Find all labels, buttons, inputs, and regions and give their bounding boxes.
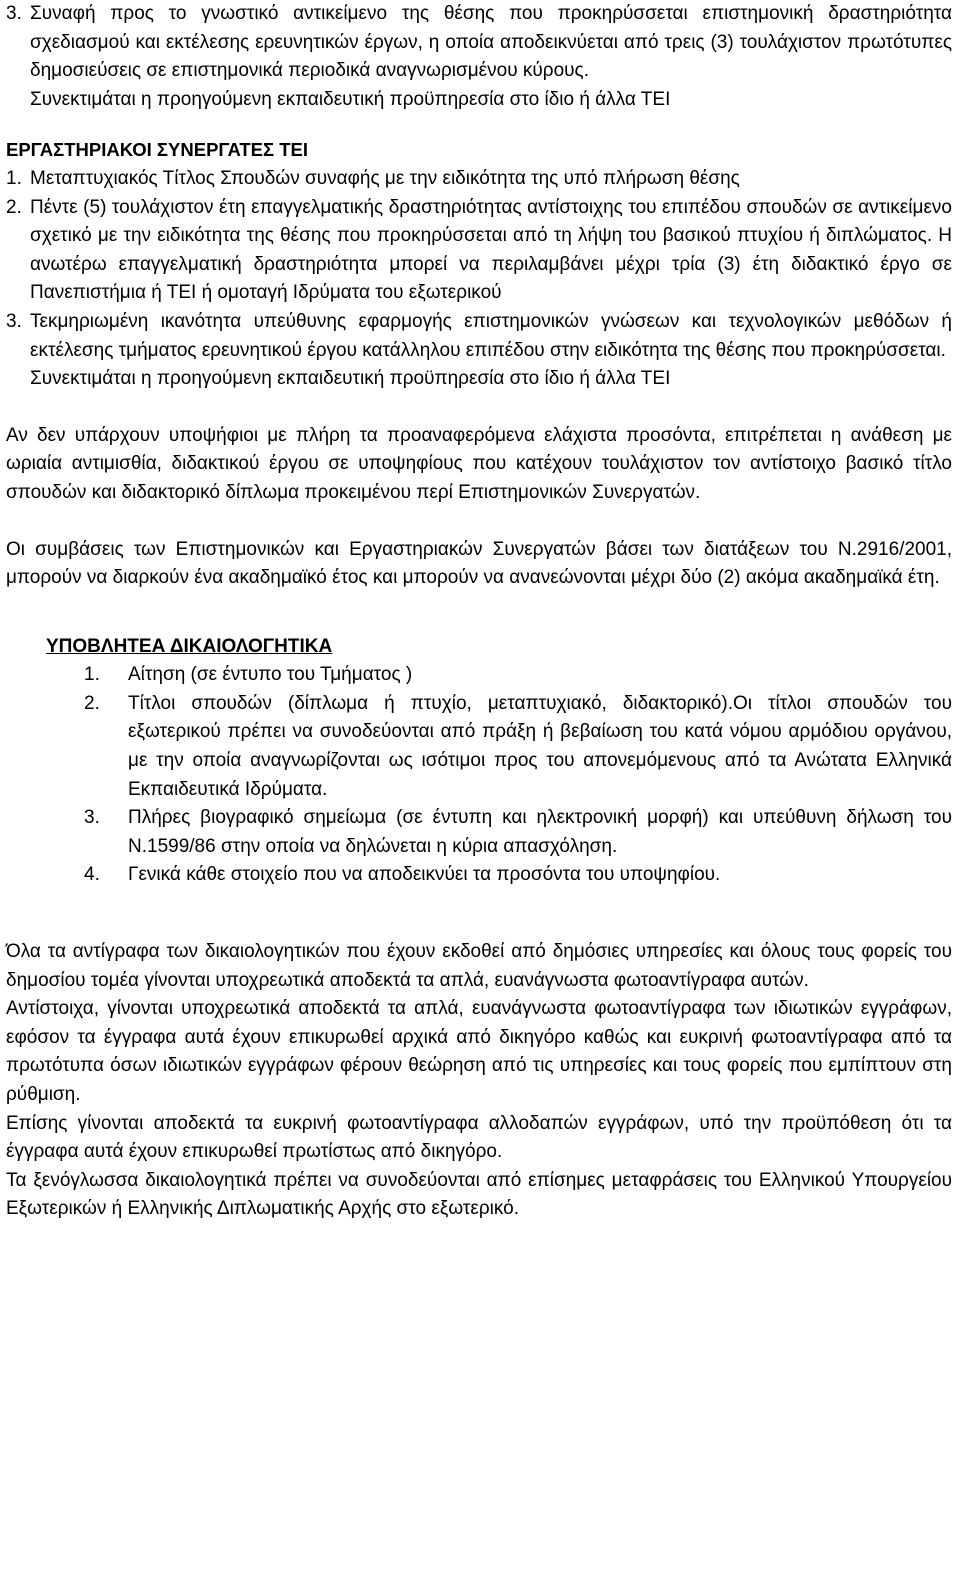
list-item	[6, 194, 952, 308]
list-item	[6, 308, 952, 394]
item-text: Τίτλοι σπουδών (δίπλωμα ή πτυχίο, μεταπτυχιακό, διδακτορικό).Οι τίτλοι σπουδών του εξωτερικού πρέπει να συνοδεύονται από πράξη ή βεβαίωση του κατά νόμου αρμόδιου οργάνου, με την οποία αναγνωρίζονται ως ισότιμοι προς του απονεμόμενους από τα Ανώτατα Ελληνικά Εκπαιδευτικά Ιδρύματα.	[128, 692, 952, 800]
lab-associates-heading: ΕΡΓΑΣΤΗΡΙΑΚΟΙ ΣΥΝΕΡΓΑΤΕΣ ΤΕΙ	[6, 139, 308, 161]
section-3-item	[6, 0, 952, 114]
item-text: Μεταπτυχιακός Τίτλος Σπουδών συναφής με την ειδικότητα της υπό πλήρωση θέσης	[30, 167, 740, 189]
required-documents-heading: ΥΠΟΒΛΗΤΕΑ ΔΙΚΑΙΟΛΟΓΗΤΙΚΑ	[46, 635, 333, 657]
copies-paragraph-1: Όλα τα αντίγραφα των δικαιολογητικών που έχουν εκδοθεί από δημόσιες υπηρεσίες και όλους τους φορείς του δημοσίου τομέα γίνονται υποχρεωτικά αποδεκτά τα απλά, ευανάγνωστα φωτοαντίγραφα αυτών.	[6, 941, 952, 991]
section-3-text: Συναφή προς το γνωστικό αντικείμενο της θέσης που προκηρύσσεται επιστημονική δραστηριότητα σχεδιασμού και εκτέλεσης ερευνητικών έργων, η οποία αποδεικνύεται από τρεις (3) τουλάχιστον πρωτότυπες δημοσιεύσεις σε επιστημονικά περιοδικά αναγνωρισμένου κύρους.	[30, 3, 952, 82]
list-item	[84, 804, 952, 861]
item-text: Αίτηση (σε έντυπο του Τμήματος )	[128, 664, 413, 686]
section-3-note: Συνεκτιμάται η προηγούμενη εκπαιδευτική προϋπηρεσία στο ίδιο ή άλλα ΤΕΙ	[30, 88, 671, 110]
item-text: Τεκμηριωμένη ικανότητα υπεύθυνης εφαρμογής επιστημονικών γνώσεων και τεχνολογικών μεθόδων ή εκτέλεσης τμήματος ερευνητικού έργου κατάλληλου επιπέδου στην ειδικότητα της θέσης που προκηρύσσεται.	[30, 310, 952, 361]
item-number: 4.	[84, 864, 100, 886]
lab-note: Συνεκτιμάται η προηγούμενη εκπαιδευτική προϋπηρεσία στο ίδιο ή άλλα ΤΕΙ	[30, 368, 671, 390]
list-item	[6, 165, 952, 194]
item-text: Πλήρες βιογραφικό σημείωμα (σε έντυπη και ηλεκτρονική μορφή) και υπεύθυνη δήλωση του Ν.1599/86 στην οποία να δηλώνεται η κύρια απασχόληση.	[128, 807, 952, 857]
no-candidates-paragraph: Αν δεν υπάρχουν υποψήφιοι με πλήρη τα προαναφερόμενα ελάχιστα προσόντα, επιτρέπεται η ανάθεση με ωριαία αντιμισθία, διδακτικού έργου σε υποψηφίους που κατέχουν τουλάχιστον τον αντίστοιχο βασικό τίτλο σπουδών και διδακτορικό δίπλωμα προκειμένου περί Επιστημονικών Συνεργατών.	[6, 424, 952, 503]
item-number: 3.	[84, 807, 100, 829]
item-text: Πέντε (5) τουλάχιστον έτη επαγγελματικής δραστηριότητας αντίστοιχης του επιπέδου σπουδών σε αντικείμενο σχετικό με την ειδικότητα της θέσης που προκηρύσσεται από τη λήψη του βασικού πτυχίου ή διπλώματος. Η ανωτέρω επαγγελματική δραστηριότητα μπορεί να περιλαμβάνει μέχρι τρία (3) έτη διδακτικό έργο σε Πανεπιστήμια ή ΤΕΙ ή ομοταγή Ιδρύματα του εξωτερικού	[30, 196, 952, 304]
list-item	[84, 690, 952, 804]
item-number: 3.	[6, 3, 22, 24]
item-number: 1.	[6, 167, 22, 189]
item-number: 2.	[6, 196, 22, 218]
contracts-paragraph: Οι συμβάσεις των Επιστημονικών και Εργαστηριακών Συνεργατών βάσει των διατάξεων του Ν.2916/2001, μπορούν να διαρκούν ένα ακαδημαϊκό έτος και μπορούν να ανανεώνονται μέχρι δύο (2) ακόμα ακαδημαϊκά έτη.	[6, 538, 952, 589]
item-number: 2.	[84, 692, 100, 714]
item-number: 3.	[6, 310, 22, 332]
copies-paragraph-3: Επίσης γίνονται αποδεκτά τα ευκρινή φωτοαντίγραφα αλλοδαπών εγγράφων, υπό την προϋπόθεση ότι τα έγγραφα αυτά έχουν επικυρωθεί πρωτίστως από δικηγόρο.	[6, 1112, 952, 1163]
item-number: 1.	[84, 664, 100, 686]
list-item	[84, 661, 952, 690]
item-text: Γενικά κάθε στοιχείο που να αποδεικνύει τα προσόντα του υποψηφίου.	[128, 864, 721, 886]
list-item	[84, 861, 952, 890]
copies-paragraph-4: Τα ξενόγλωσσα δικαιολογητικά πρέπει να συνοδεύονται από επίσημες μεταφράσεις του Ελληνικού Υπουργείου Εξωτερικών ή Ελληνικής Διπλωματικής Αρχής στο εξωτερικό.	[6, 1169, 952, 1220]
copies-paragraph-2: Αντίστοιχα, γίνονται υποχρεωτικά αποδεκτά τα απλά, ευανάγνωστα φωτοαντίγραφα των ιδιωτικών εγγράφων, εφόσον τα έγγραφα αυτά έχουν επικυρωθεί αρχικά από δικηγόρο καθώς και ευκρινή φωτοαντίγραφα από τα πρωτότυπα όσων ιδιωτικών εγγράφων φέρουν θεώρηση από τις υπηρεσίες και τους φορείς που εμπίπτουν στη ρύθμιση.	[6, 998, 952, 1105]
lab-requirements-list	[6, 165, 952, 394]
required-documents-list	[6, 661, 952, 890]
